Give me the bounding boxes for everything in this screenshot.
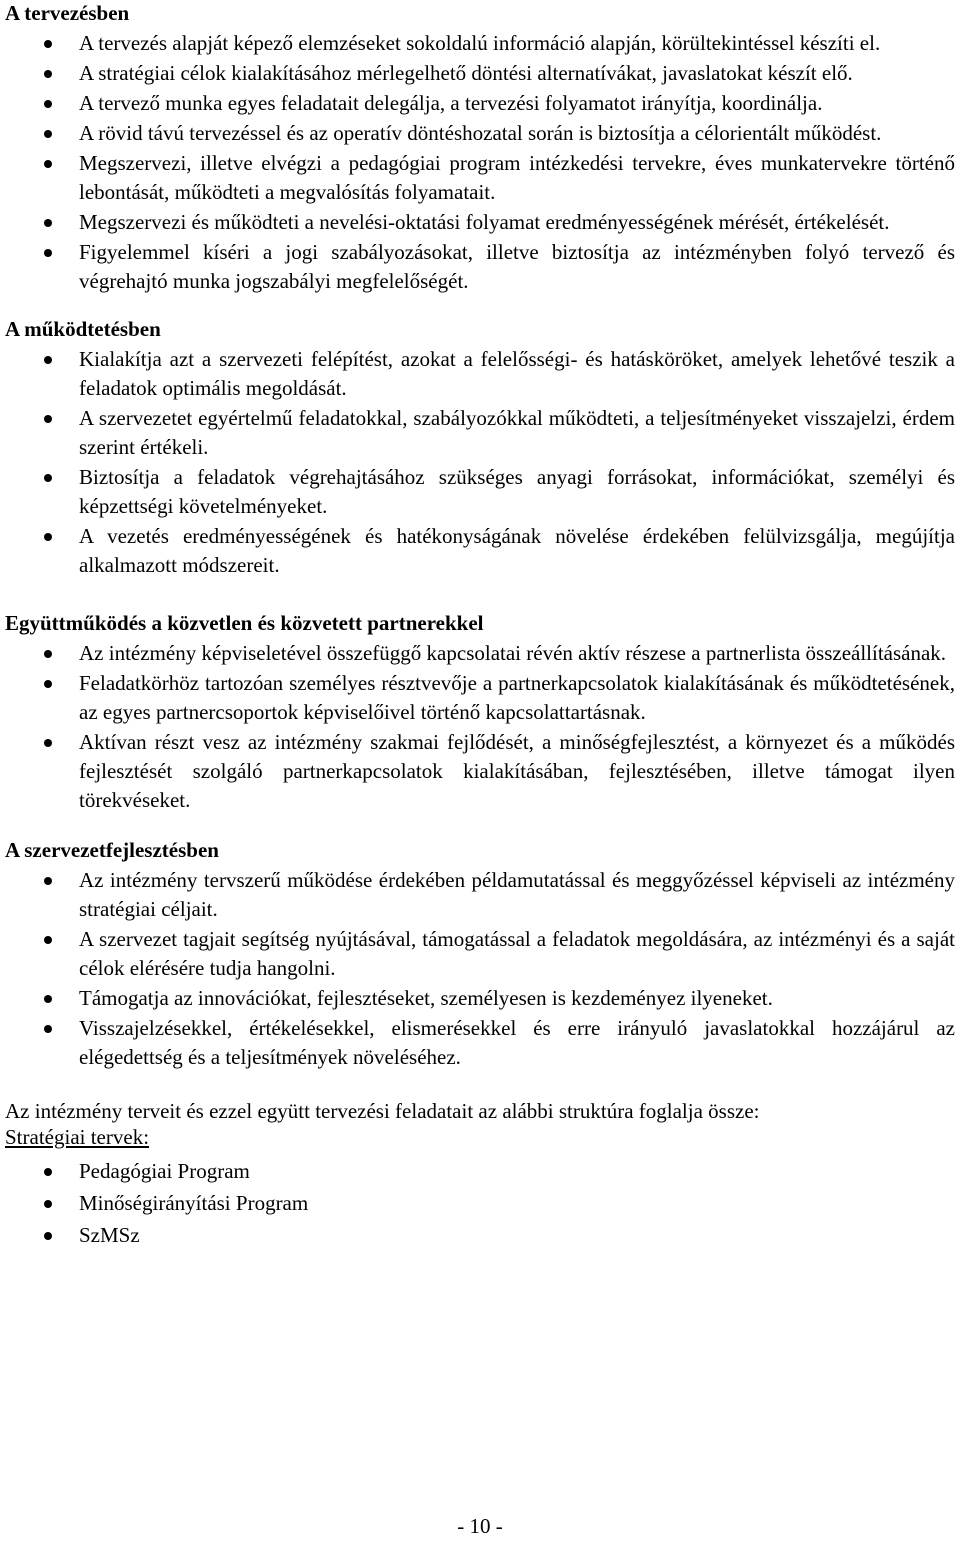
section-heading: A szervezetfejlesztésben	[5, 838, 219, 862]
list-item: A tervezés alapját képező elemzéseket sokoldalú információ alapján, körültekintéssel készíti el.	[5, 29, 955, 58]
document-page	[5, 0, 955, 1253]
list-item: Figyelemmel kíséri a jogi szabályozásokat, illetve biztosítja az intézményben folyó tervező és végrehajtó munka jogszabályi megfelelőségét.	[5, 238, 955, 296]
list-item: Megszervezi, illetve elvégzi a pedagógiai program intézkedési tervekre, éves munkatervekre történő lebontását, működteti a megvalósítás folyamatait.	[5, 149, 955, 207]
bullet-icon	[44, 40, 52, 48]
bullet-list	[5, 29, 955, 296]
bullet-icon	[44, 680, 52, 688]
bullet-icon	[44, 130, 52, 138]
bullet-icon	[44, 474, 52, 482]
list-item: Támogatja az innovációkat, fejlesztéseket, személyesen is kezdeményez ilyeneket.	[5, 984, 955, 1013]
section-heading: A működtetésben	[5, 317, 161, 341]
list-item: Feladatkörhöz tartozóan személyes résztvevője a partnerkapcsolatok kialakításának és működtetésének, az egyes partnercsoportok képviselőivel történő kapcsolattartásnak.	[5, 669, 955, 727]
bullet-icon	[44, 415, 52, 423]
list-item: A tervező munka egyes feladatait delegálja, a tervezési folyamatot irányítja, koordinálja.	[5, 89, 955, 118]
bullet-icon	[44, 100, 52, 108]
list-item: Pedagógiai Program	[5, 1157, 955, 1186]
bullet-icon	[44, 739, 52, 747]
list-item: Az intézmény tervszerű működése érdekében példamutatással és meggyőzéssel képviseli az intézmény stratégiai céljait.	[5, 866, 955, 924]
list-item: Minőségirányítási Program	[5, 1189, 955, 1218]
list-item: Visszajelzésekkel, értékelésekkel, elismerésekkel és erre irányuló javaslatokkal hozzájárul az elégedettség és a teljesítmények növeléséhez.	[5, 1014, 955, 1072]
list-item: Biztosítja a feladatok végrehajtásához szükséges anyagi forrásokat, információkat, személyi és képzettségi követelményeket.	[5, 463, 955, 521]
bullet-icon	[44, 1232, 52, 1240]
bullet-list	[5, 1157, 955, 1250]
bullet-list	[5, 639, 955, 815]
bullet-icon	[44, 160, 52, 168]
bullet-list	[5, 345, 955, 580]
section-structure	[5, 1098, 955, 1250]
bullet-icon	[44, 1200, 52, 1208]
bullet-icon	[44, 1025, 52, 1033]
list-item: Aktívan részt vesz az intézmény szakmai fejlődését, a minőségfejlesztést, a környezet és a működés fejlesztését szolgáló partnerkapcsolatok kialakításában, fejlesztésében, illetve támogat ilyen törekvéseket.	[5, 728, 955, 815]
section-heading: Együttműködés a közvetlen és közvetett partnerekkel	[5, 611, 484, 635]
list-item: Az intézmény képviseletével összefüggő kapcsolatai révén aktív részese a partnerlista összeállításának.	[5, 639, 955, 668]
bullet-icon	[44, 1168, 52, 1176]
list-item: A rövid távú tervezéssel és az operatív döntéshozatal során is biztosítja a célorientált működést.	[5, 119, 955, 148]
list-item: A szervezetet egyértelmű feladatokkal, szabályozókkal működteti, a teljesítményeket visszajelzi, érdem szerint értékeli.	[5, 404, 955, 462]
section-cooperation	[5, 610, 955, 815]
structure-intro: Az intézmény terveit és ezzel együtt tervezési feladatait az alábbi struktúra foglalja össze:	[5, 1099, 760, 1123]
bullet-icon	[44, 650, 52, 658]
list-item: A stratégiai célok kialakításához mérlegelhető döntési alternatívákat, javaslatokat készít elő.	[5, 59, 955, 88]
section-development	[5, 837, 955, 1072]
bullet-icon	[44, 249, 52, 257]
list-item: A szervezet tagjait segítség nyújtásával, támogatással a feladatok megoldására, az intézményi és a saját célok elérésére tudja hangolni.	[5, 925, 955, 983]
list-item: SzMSz	[5, 1221, 955, 1250]
bullet-icon	[44, 936, 52, 944]
page-number: - 10 -	[457, 1514, 503, 1538]
list-item: Kialakítja azt a szervezeti felépítést, azokat a felelősségi- és hatásköröket, amelyek lehetővé teszik a feladatok optimális megoldását.	[5, 345, 955, 403]
list-item: A vezetés eredményességének és hatékonyságának növelése érdekében felülvizsgálja, megújítja alkalmazott módszereit.	[5, 522, 955, 580]
structure-subtitle: Stratégiai tervek:	[5, 1125, 150, 1149]
list-item: Megszervezi és működteti a nevelési-oktatási folyamat eredményességének mérését, értékelését.	[5, 208, 955, 237]
bullet-icon	[44, 70, 52, 78]
bullet-icon	[44, 219, 52, 227]
bullet-icon	[44, 533, 52, 541]
section-operation	[5, 316, 955, 580]
bullet-list	[5, 866, 955, 1072]
section-heading: A tervezésben	[5, 1, 130, 25]
section-planning	[5, 0, 955, 296]
bullet-icon	[44, 995, 52, 1003]
bullet-icon	[44, 356, 52, 364]
bullet-icon	[44, 877, 52, 885]
